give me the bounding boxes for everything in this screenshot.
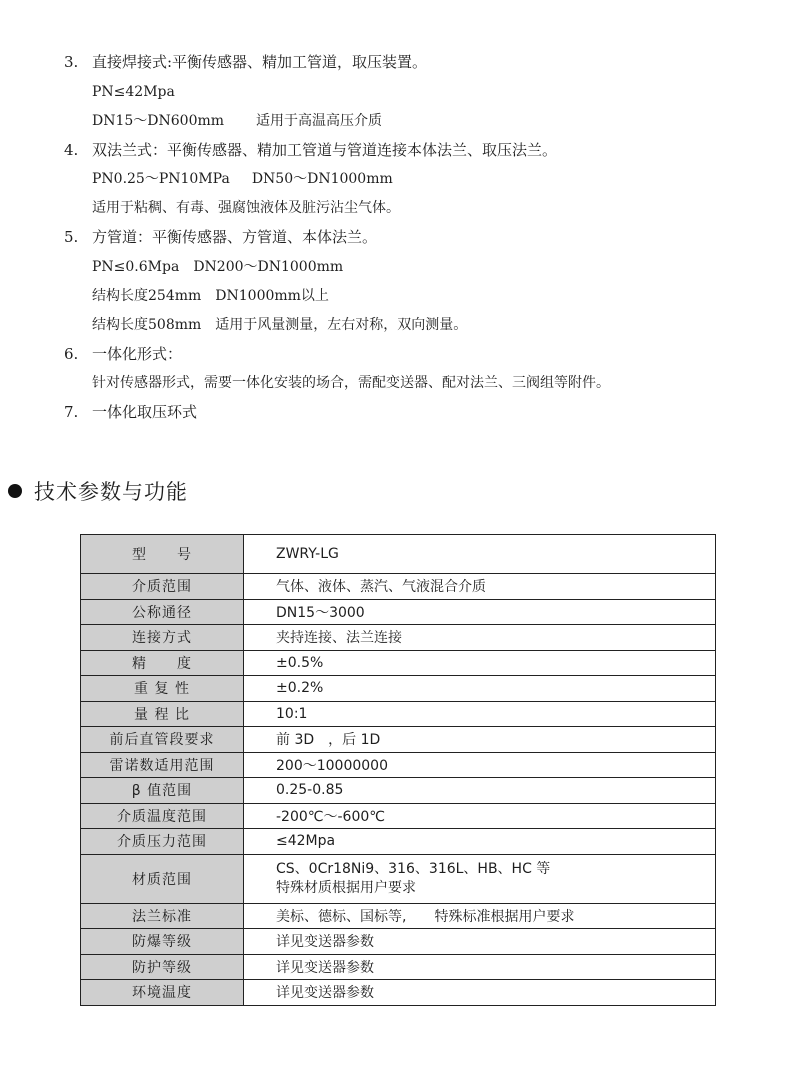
list-item — [64, 398, 784, 428]
list-detail — [64, 369, 784, 398]
param-value: 气体、液体、蒸汽、气液混合介质 — [244, 574, 716, 600]
param-name: 前后直管段要求 — [81, 727, 244, 753]
param-name: 法兰标准 — [81, 903, 244, 929]
list-number: 3. — [64, 53, 79, 71]
detail-text: DN1000mm以上 — [215, 287, 329, 304]
list-number: 4. — [64, 140, 79, 159]
param-name: 介质压力范围 — [81, 829, 244, 855]
table-row — [81, 803, 716, 829]
param-name: 量 程 比 — [81, 701, 244, 727]
list-item-text: 一体化取压环式 — [92, 403, 198, 421]
table-row — [81, 954, 716, 980]
param-value: ZWRY-LG — [244, 535, 716, 574]
table-row — [81, 829, 716, 855]
detail-text: 结构长度508mm — [92, 316, 202, 333]
param-value: -200℃～-600℃ — [244, 803, 716, 829]
list-item-text: 方管道：平衡传感器、方管道、本体法兰。 — [92, 228, 378, 246]
param-name: 型 号 — [81, 535, 244, 574]
list-detail — [64, 311, 784, 340]
list-item — [64, 223, 784, 253]
table-row — [81, 854, 716, 903]
table-row — [81, 778, 716, 804]
detail-text: 适用于高温高压介质 — [256, 112, 383, 129]
bullet-icon — [8, 484, 22, 498]
table-row — [81, 625, 716, 651]
param-value: 美标、德标、国标等, 特殊标准根据用户要求 — [244, 903, 716, 929]
list-item-text: 一体化形式： — [92, 344, 183, 363]
param-value: 200～10000000 — [244, 752, 716, 778]
list-number: 5. — [64, 228, 79, 246]
table-row — [81, 752, 716, 778]
param-value: DN15～3000 — [244, 599, 716, 625]
param-name: 介质温度范围 — [81, 803, 244, 829]
param-value — [244, 854, 716, 903]
list-number: 6. — [64, 344, 79, 363]
param-name: 防爆等级 — [81, 929, 244, 955]
table-row — [81, 650, 716, 676]
list-item — [64, 48, 784, 78]
list-detail — [64, 78, 784, 107]
table-row — [81, 701, 716, 727]
list-item-text: 直接焊接式:平衡传感器、精加工管道，取压装置。 — [92, 53, 428, 71]
table-row — [81, 574, 716, 600]
detail-text: 适用于风量测量，左右对称，双向测量。 — [215, 316, 468, 333]
param-value: 详见变送器参数 — [244, 954, 716, 980]
list-item — [64, 340, 784, 370]
param-value: ±0.2% — [244, 676, 716, 702]
table-row — [81, 727, 716, 753]
list-detail — [64, 253, 784, 282]
param-value: 前 3D ，后 1D — [244, 727, 716, 753]
detail-text: 结构长度254mm — [92, 287, 202, 304]
section-heading — [8, 474, 188, 508]
section-title: 技术参数与功能 — [34, 480, 188, 504]
table-row — [81, 929, 716, 955]
table-row — [81, 903, 716, 929]
param-value: 0.25-0.85 — [244, 778, 716, 804]
spec-table — [80, 534, 716, 1006]
param-value-line: 特殊材质根据用户要求 — [276, 879, 416, 896]
param-value: 详见变送器参数 — [244, 929, 716, 955]
param-name: 公称通径 — [81, 599, 244, 625]
param-value: 10:1 — [244, 701, 716, 727]
param-value-line: CS、0Cr18Ni9、316、316L、HB、HC 等 — [276, 860, 551, 877]
detail-text: DN15～DN600mm — [92, 112, 225, 129]
list-item — [64, 136, 784, 166]
detail-text: DN50～DN1000mm — [251, 171, 393, 187]
list-detail — [64, 165, 784, 194]
detail-text: 针对传感器形式，需要一体化安装的场合，需配变送器、配对法兰、三阀组等附件。 — [92, 375, 610, 391]
table-row — [81, 980, 716, 1006]
install-type-list — [64, 48, 784, 428]
param-name: 精 度 — [81, 650, 244, 676]
detail-text: PN0.25～PN10MPa — [92, 171, 230, 187]
table-row — [81, 676, 716, 702]
detail-text: 适用于粘稠、有毒、强腐蚀液体及脏污沾尘气体。 — [92, 200, 400, 216]
param-name: 雷诺数适用范围 — [81, 752, 244, 778]
param-name: 连接方式 — [81, 625, 244, 651]
param-name: 重 复 性 — [81, 676, 244, 702]
table-row — [81, 535, 716, 574]
param-name: 材质范围 — [81, 854, 244, 903]
list-detail — [64, 282, 784, 311]
param-name: β 值范围 — [81, 778, 244, 804]
param-name: 介质范围 — [81, 574, 244, 600]
list-detail — [64, 194, 784, 223]
param-value: ±0.5% — [244, 650, 716, 676]
detail-text: PN≤0.6Mpa — [92, 258, 180, 275]
detail-text: DN200～DN1000mm — [193, 258, 344, 275]
list-number: 7. — [64, 403, 79, 421]
detail-text: PN≤42Mpa — [92, 83, 175, 100]
param-name: 环境温度 — [81, 980, 244, 1006]
param-value: 夹持连接、法兰连接 — [244, 625, 716, 651]
list-item-text: 双法兰式：平衡传感器、精加工管道与管道连接本体法兰、取压法兰。 — [92, 140, 558, 159]
param-value: 详见变送器参数 — [244, 980, 716, 1006]
list-detail — [64, 107, 784, 136]
param-name: 防护等级 — [81, 954, 244, 980]
param-value: ≤42Mpa — [244, 829, 716, 855]
table-row — [81, 599, 716, 625]
